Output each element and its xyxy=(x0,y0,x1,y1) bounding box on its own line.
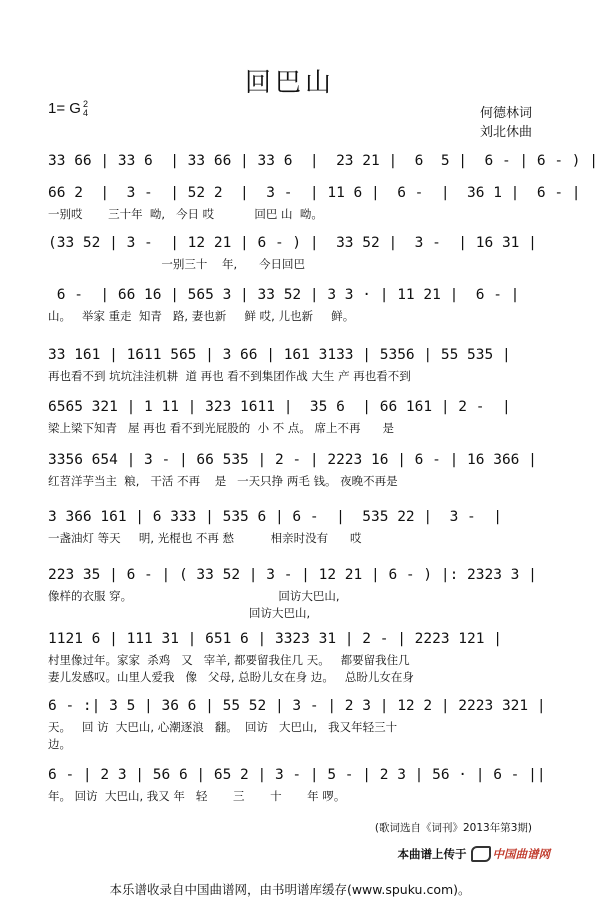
composer-credit: 刘北休曲 xyxy=(479,125,532,140)
upload-note xyxy=(398,846,551,862)
lyric-line: 回访大巴山, xyxy=(48,606,311,620)
key-signature xyxy=(48,100,88,118)
lyric-line: 村里像过年。家家 杀鸡 又 宰羊, 都要留我住几 天。 都要留我住几 xyxy=(48,653,410,667)
notation-line: 6 - | 2 3 | 56 6 | 65 2 | 3 - | 5 - | 2 3 | 56 · | 6 - || xyxy=(48,767,546,783)
lyric-line: 再也看不到 坑坑洼洼机耕 道 再也 看不到集团作战 大生 产 再也看不到 xyxy=(48,369,411,383)
notation-line: 6565 321 | 1 11 | 323 1611 | 35 6 | 66 161 | 2 - | xyxy=(48,399,511,415)
lyric-line: 一别哎 三十年 呦, 今日 哎 回巴 山 呦。 xyxy=(48,207,323,221)
lyric-line: 边。 xyxy=(48,737,71,751)
notation-line: 3356 654 | 3 - | 66 535 | 2 - | 2223 16 | 6 - | 16 366 | xyxy=(48,452,537,468)
upload-label: 本曲谱上传于 xyxy=(397,847,467,861)
logo-mark-icon xyxy=(471,846,491,862)
notation-line: 66 2 | 3 - | 52 2 | 3 - | 11 6 | 6 - | 36 1 | 6 - | xyxy=(48,185,581,201)
lyric-line: 一别三十 年, 今日回巴 xyxy=(48,257,306,271)
lyric-line: 天。 回 访 大巴山, 心潮逐浪 翻。 回访 大巴山, 我又年轻三十 xyxy=(48,720,398,734)
notation-line: 33 161 | 1611 565 | 3 66 | 161 3133 | 5356 | 55 535 | xyxy=(48,347,511,363)
site-logo[interactable] xyxy=(471,846,551,862)
song-title: 回巴山 xyxy=(244,68,335,98)
time-signature: 2 4 xyxy=(82,99,88,119)
logo-text: 中国曲谱网 xyxy=(492,847,550,861)
lyric-line: 像样的衣服 穿。 回访大巴山, xyxy=(48,589,340,603)
notation-line: 6 - | 66 16 | 565 3 | 33 52 | 3 3 · | 11 21 | 6 - | xyxy=(48,287,520,303)
lyric-line: 年。 回访 大巴山, 我又 年 轻 三 十 年 啰。 xyxy=(48,789,346,803)
notation-line: 223 35 | 6 - | ( 33 52 | 3 - | 12 21 | 6 - ) |: 2323 3 | xyxy=(48,567,537,583)
lyricist-credit: 何德林词 xyxy=(479,106,532,121)
notation-line: 3 366 161 | 6 333 | 535 6 | 6 - | 535 22 | 3 - | xyxy=(48,509,502,525)
notation-line: 1121 6 | 111 31 | 651 6 | 3323 31 | 2 - | 2223 121 | xyxy=(48,631,502,647)
notation-line: 6 - :| 3 5 | 36 6 | 55 52 | 3 - | 2 3 | 12 2 | 2223 321 | xyxy=(48,698,546,714)
lyric-line: 一盏油灯 等天 明, 光棍也 不再 愁 相亲时没有 哎 xyxy=(48,531,362,545)
key-label: 1= G xyxy=(48,100,81,117)
lyric-line: 妻儿发感叹。山里人爱我 像 父母, 总盼儿女在身 边。 总盼儿女在身 xyxy=(48,670,414,684)
lyrics-source: (歌词选自《词刊》2013年第3期) xyxy=(374,822,532,834)
lyric-line: 山。 举家 重走 知青 路, 妻也新 鲜 哎, 儿也新 鲜。 xyxy=(48,309,355,323)
lyric-line: 红苕洋芋当主 粮, 干活 不再 是 一天只挣 两毛 钱。 夜晚不再是 xyxy=(48,474,398,488)
lyric-line: 梁上梁下知青 屋 再也 看不到光屁股的 小 不 点。 席上不再 是 xyxy=(48,421,394,435)
notation-line: 33 66 | 33 6 | 33 66 | 33 6 | 23 21 | 6 5 | 6 - | 6 - ) | xyxy=(48,153,598,169)
footer-note: 本乐谱收录自中国曲谱网，由书明谱库缓存(www.spuku.com)。 xyxy=(109,882,471,897)
notation-line: (33 52 | 3 - | 12 21 | 6 - ) | 33 52 | 3 - | 16 31 | xyxy=(48,235,537,251)
